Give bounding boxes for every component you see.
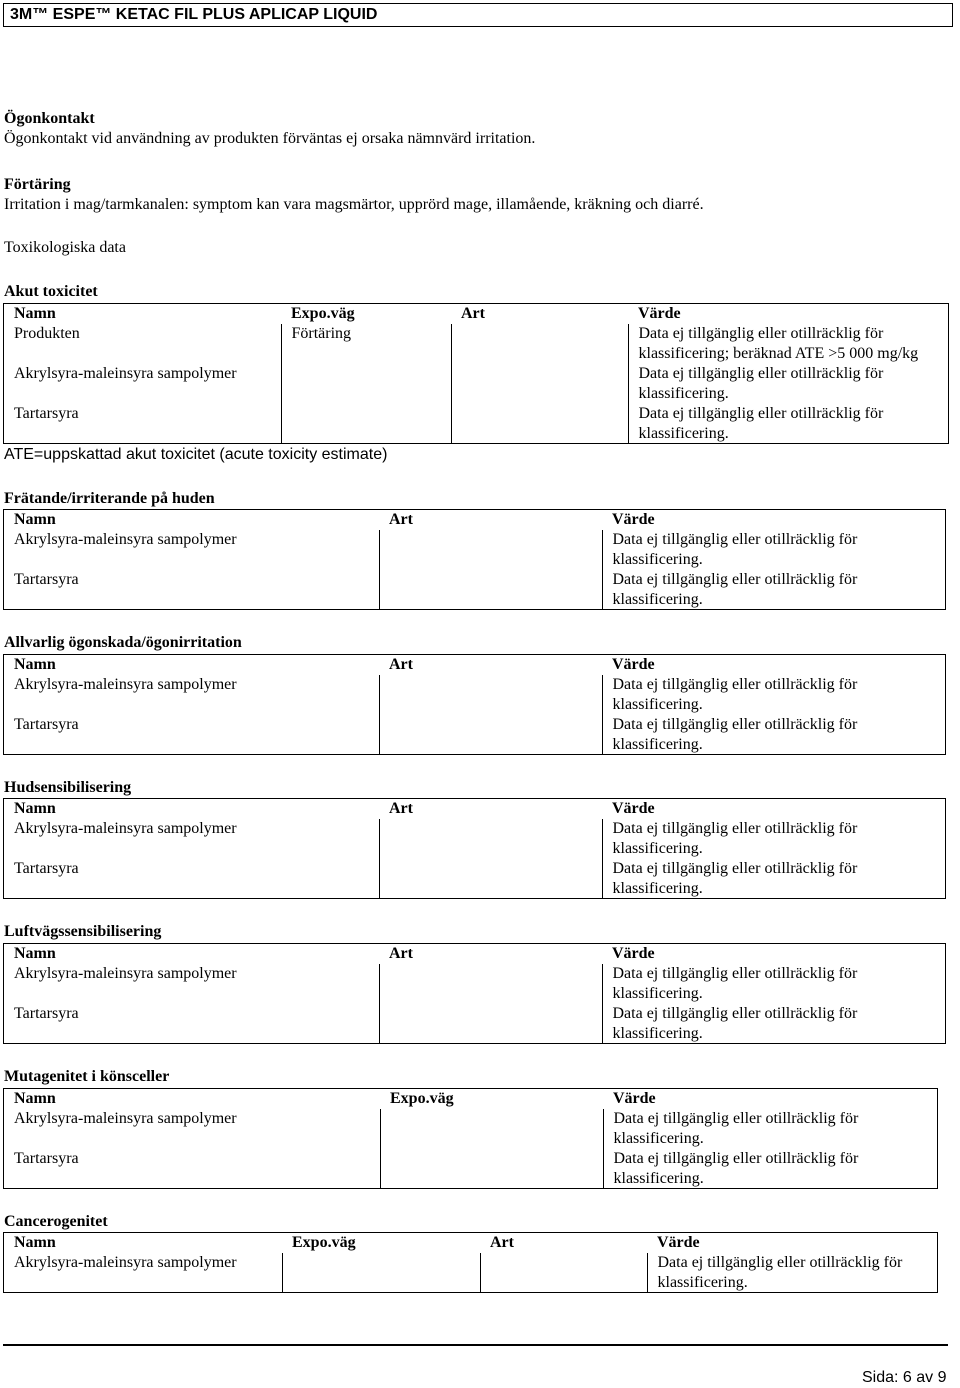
column-header: Namn <box>14 305 56 322</box>
value-cell <box>628 324 948 364</box>
value-line: Data ej tillgänglig eller otillräcklig för <box>613 1150 859 1167</box>
value-line: klassificering. <box>613 1170 704 1187</box>
route-cell <box>380 1149 603 1189</box>
eye-damage-table <box>3 654 946 755</box>
footer-divider <box>3 1344 948 1346</box>
name-cell: Tartarsyra <box>14 571 79 588</box>
eye-damage-heading: Allvarlig ögonskada/ögonirritation <box>4 634 242 651</box>
skin-corrosion-heading: Frätande/irriterande på huden <box>4 490 215 507</box>
value-cell <box>603 1109 937 1149</box>
table-header-row <box>4 1089 937 1109</box>
name-cell: Tartarsyra <box>14 1150 79 1167</box>
route-cell <box>282 1253 480 1293</box>
value-cell <box>602 1004 945 1044</box>
name-cell: Akrylsyra-maleinsyra sampolymer <box>14 1254 237 1271</box>
species-cell <box>480 1253 647 1293</box>
value-cell <box>628 404 948 444</box>
value-line: Data ej tillgänglig eller otillräcklig för <box>657 1254 903 1271</box>
column-header: Art <box>389 800 413 817</box>
value-line: Data ej tillgänglig eller otillräcklig för <box>613 1110 859 1127</box>
table-header-row <box>4 1233 937 1253</box>
value-cell <box>603 1149 937 1189</box>
skin-sensitisation-table <box>3 798 946 899</box>
value-line: klassificering. <box>612 696 703 713</box>
value-line: Data ej tillgänglig eller otillräcklig för <box>612 716 858 733</box>
ingestion-heading: Förtäring <box>4 176 71 193</box>
column-header: Värde <box>612 511 655 528</box>
page-number: Sida: 6 av 9 <box>862 1369 947 1386</box>
value-cell <box>602 859 945 899</box>
value-line: Data ej tillgänglig eller otillräcklig för <box>612 531 858 548</box>
column-header: Värde <box>613 1090 656 1107</box>
skin-corrosion-table <box>3 509 946 610</box>
column-header: Namn <box>14 656 56 673</box>
carcinogenicity-heading: Cancerogenitet <box>4 1213 108 1230</box>
column-header: Värde <box>657 1234 700 1251</box>
table-header-row <box>4 799 945 819</box>
column-header: Namn <box>14 511 56 528</box>
table-header-row <box>4 304 948 324</box>
table-header-row <box>4 944 945 964</box>
value-line: klassificering. <box>638 385 729 402</box>
value-cell <box>602 715 945 755</box>
route-cell <box>281 364 451 404</box>
value-line: klassificering. <box>612 880 703 897</box>
table-row <box>4 675 945 715</box>
column-header: Expo.väg <box>390 1090 454 1107</box>
name-cell: Akrylsyra-maleinsyra sampolymer <box>14 820 237 837</box>
value-line: Data ej tillgänglig eller otillräcklig för <box>612 820 858 837</box>
column-header: Art <box>389 945 413 962</box>
species-cell <box>451 404 628 444</box>
species-cell <box>451 324 628 364</box>
value-line: klassificering. <box>612 840 703 857</box>
name-cell: Tartarsyra <box>14 860 79 877</box>
name-cell: Akrylsyra-maleinsyra sampolymer <box>14 676 237 693</box>
value-line: klassificering. <box>612 736 703 753</box>
mutagenicity-table <box>3 1088 938 1189</box>
column-header: Värde <box>612 656 655 673</box>
name-cell: Akrylsyra-maleinsyra sampolymer <box>14 965 237 982</box>
species-cell <box>379 570 602 610</box>
respiratory-sensitisation-heading: Luftvägssensibilisering <box>4 923 162 940</box>
name-cell: Akrylsyra-maleinsyra sampolymer <box>14 531 237 548</box>
name-cell: Produkten <box>14 325 80 342</box>
product-title: 3M™ ESPE™ KETAC FIL PLUS APLICAP LIQUID <box>10 6 378 23</box>
species-cell <box>379 675 602 715</box>
table-row <box>4 324 948 364</box>
value-line: Data ej tillgänglig eller otillräcklig för <box>612 676 858 693</box>
table-row <box>4 715 945 755</box>
value-line: Data ej tillgänglig eller otillräcklig för <box>612 571 858 588</box>
column-header: Namn <box>14 800 56 817</box>
respiratory-sensitisation-table <box>3 943 946 1044</box>
route-cell <box>281 404 451 444</box>
value-cell <box>602 964 945 1004</box>
table-header-row <box>4 655 945 675</box>
name-cell: Akrylsyra-maleinsyra sampolymer <box>14 365 237 382</box>
table-row <box>4 404 948 444</box>
table-row <box>4 1109 937 1149</box>
table-row <box>4 1004 945 1044</box>
ate-note: ATE=uppskattad akut toxicitet (acute toxicity estimate) <box>4 446 388 463</box>
species-cell <box>379 964 602 1004</box>
value-line: Data ej tillgänglig eller otillräcklig för <box>638 325 884 342</box>
column-header: Namn <box>14 1090 56 1107</box>
table-row <box>4 570 945 610</box>
value-line: klassificering; beräknad ATE >5 000 mg/kg <box>638 345 919 362</box>
table-header-row <box>4 510 945 530</box>
value-cell <box>628 364 948 404</box>
ingestion-text: Irritation i mag/tarmkanalen: symptom kan vara magsmärtor, upprörd mage, illamående, kräkning och diarré. <box>4 196 704 213</box>
name-cell: Akrylsyra-maleinsyra sampolymer <box>14 1110 237 1127</box>
acute-toxicity-heading: Akut toxicitet <box>4 283 98 300</box>
name-cell: Tartarsyra <box>14 716 79 733</box>
eye-contact-heading: Ögonkontakt <box>4 110 95 127</box>
species-cell <box>379 715 602 755</box>
name-cell: Tartarsyra <box>14 405 79 422</box>
value-cell <box>602 570 945 610</box>
species-cell <box>379 530 602 570</box>
value-line: Data ej tillgänglig eller otillräcklig för <box>612 965 858 982</box>
column-header: Art <box>490 1234 514 1251</box>
column-header: Expo.väg <box>292 1234 356 1251</box>
species-cell <box>379 859 602 899</box>
route-cell: Förtäring <box>281 324 451 364</box>
value-line: klassificering. <box>612 591 703 608</box>
mutagenicity-heading: Mutagenitet i könsceller <box>4 1068 170 1085</box>
value-cell <box>647 1253 937 1293</box>
table-row <box>4 364 948 404</box>
document-header <box>3 3 953 27</box>
value-line: klassificering. <box>612 1025 703 1042</box>
table-row <box>4 964 945 1004</box>
eye-contact-text: Ögonkontakt vid användning av produkten förväntas ej orsaka nämnvärd irritation. <box>4 130 536 147</box>
table-row <box>4 819 945 859</box>
value-cell <box>602 675 945 715</box>
column-header: Värde <box>612 800 655 817</box>
column-header: Värde <box>612 945 655 962</box>
value-line: Data ej tillgänglig eller otillräcklig för <box>638 365 884 382</box>
table-row <box>4 1253 937 1293</box>
skin-sensitisation-heading: Hudsensibilisering <box>4 779 132 796</box>
species-cell <box>379 1004 602 1044</box>
table-row <box>4 859 945 899</box>
value-line: klassificering. <box>613 1130 704 1147</box>
carcinogenicity-table <box>3 1232 938 1293</box>
species-cell <box>451 364 628 404</box>
column-header: Värde <box>638 305 681 322</box>
toxicological-data-heading: Toxikologiska data <box>4 239 126 256</box>
acute-toxicity-table <box>3 303 949 444</box>
value-line: klassificering. <box>612 551 703 568</box>
value-line: klassificering. <box>638 425 729 442</box>
column-header: Expo.väg <box>291 305 355 322</box>
value-cell <box>602 819 945 859</box>
name-cell: Tartarsyra <box>14 1005 79 1022</box>
column-header: Art <box>389 656 413 673</box>
column-header: Art <box>461 305 485 322</box>
column-header: Namn <box>14 1234 56 1251</box>
table-row <box>4 1149 937 1189</box>
column-header: Art <box>389 511 413 528</box>
value-cell <box>602 530 945 570</box>
column-header: Namn <box>14 945 56 962</box>
route-cell <box>380 1109 603 1149</box>
value-line: klassificering. <box>657 1274 748 1291</box>
value-line: klassificering. <box>612 985 703 1002</box>
value-line: Data ej tillgänglig eller otillräcklig för <box>638 405 884 422</box>
species-cell <box>379 819 602 859</box>
value-line: Data ej tillgänglig eller otillräcklig för <box>612 860 858 877</box>
table-row <box>4 530 945 570</box>
value-line: Data ej tillgänglig eller otillräcklig för <box>612 1005 858 1022</box>
